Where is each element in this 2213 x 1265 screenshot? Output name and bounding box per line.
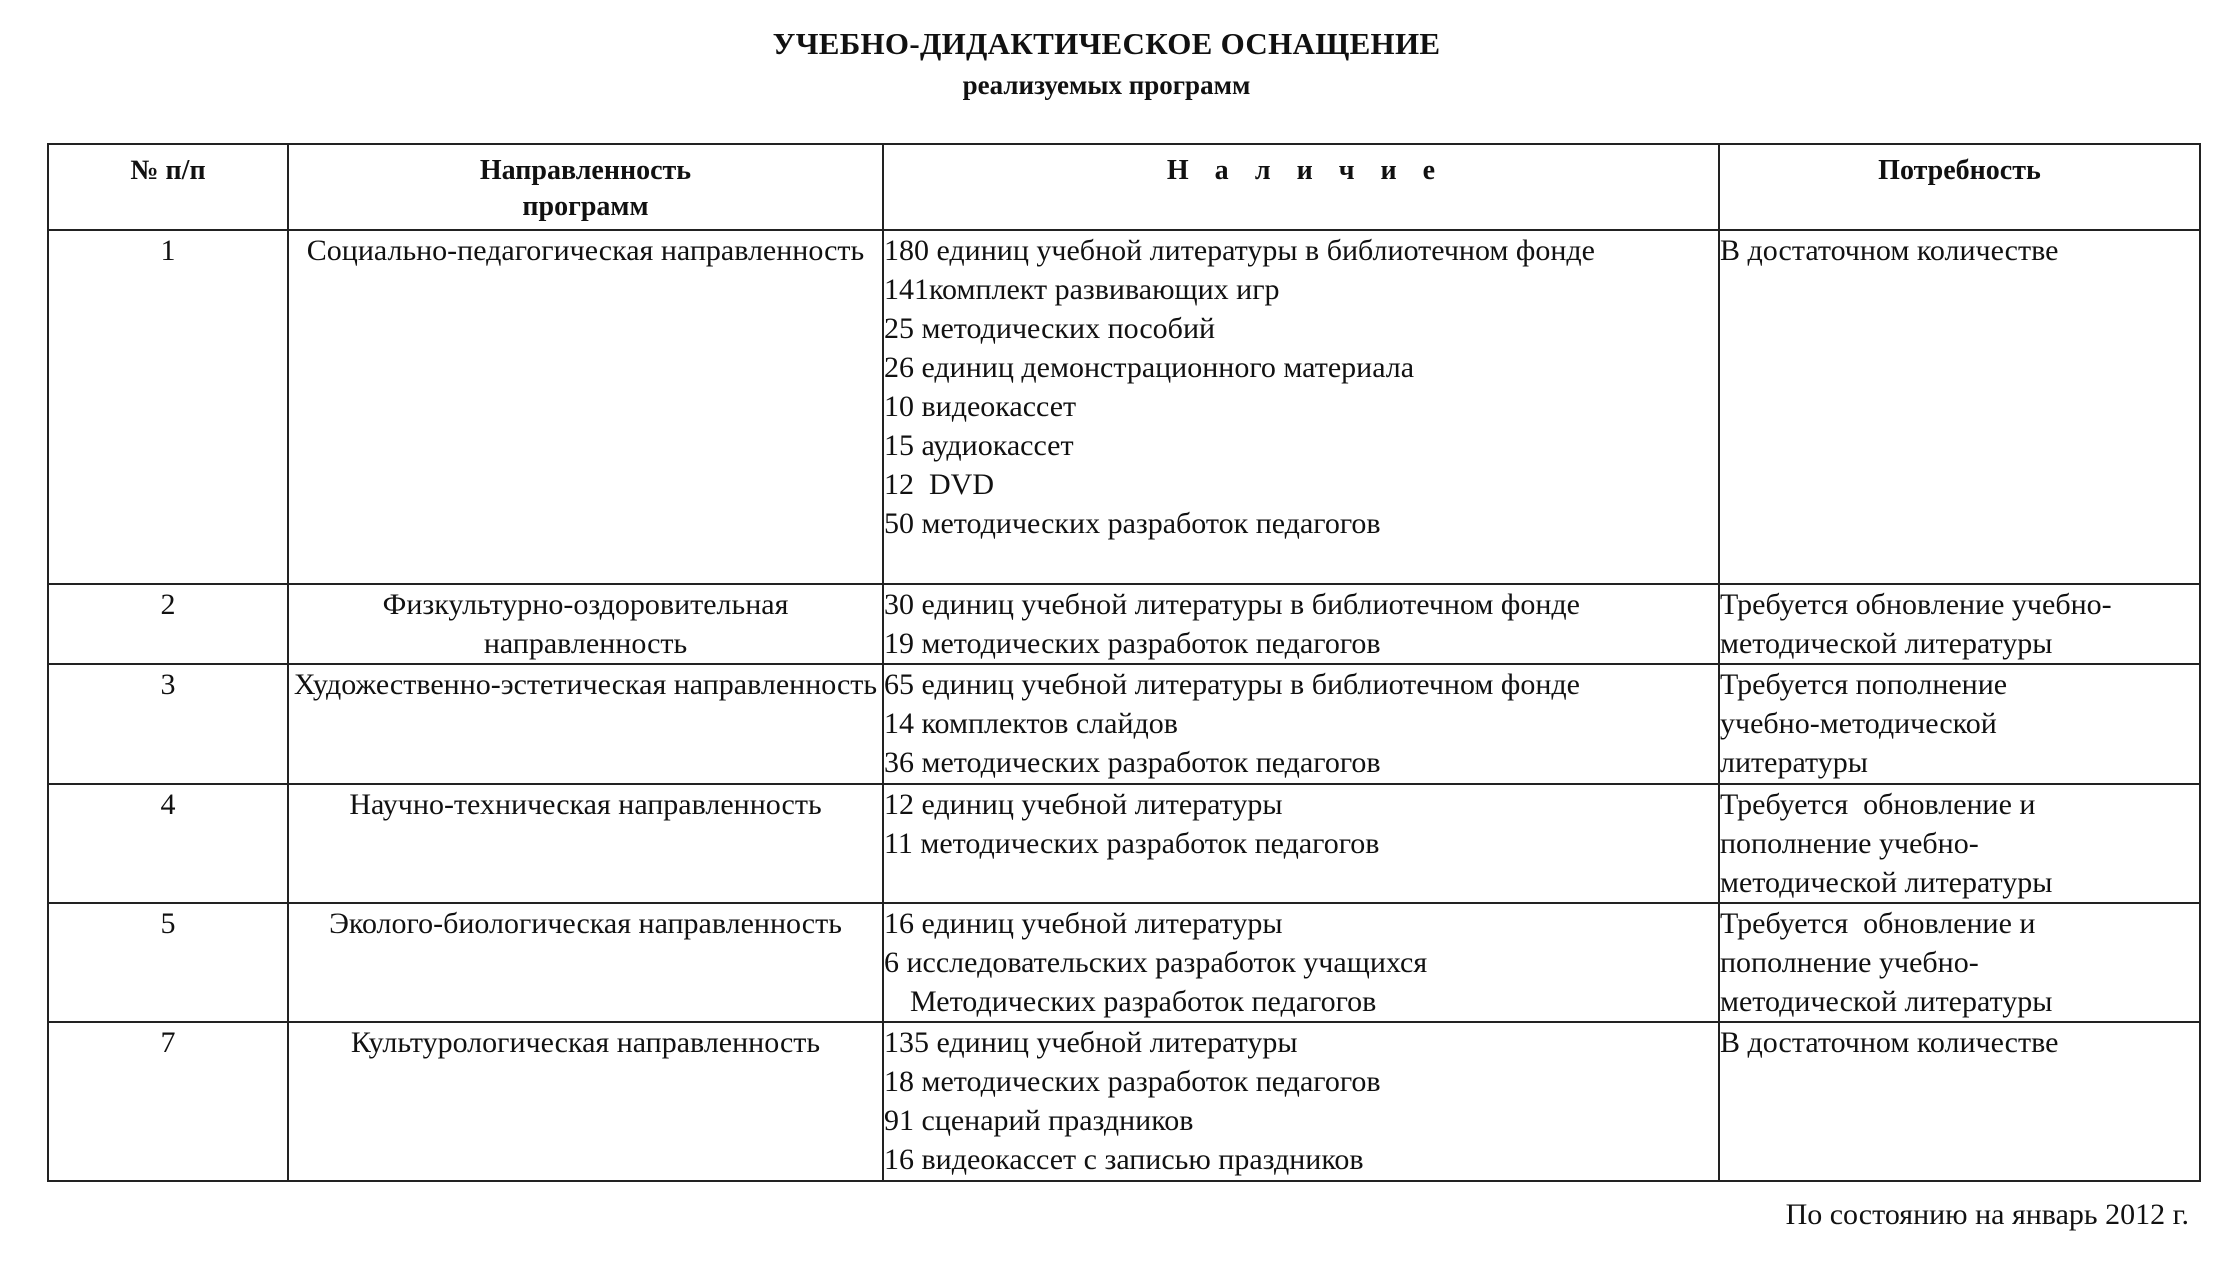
- row-need: [1719, 903, 2200, 1022]
- header-num: № п/п: [48, 144, 288, 230]
- availability-item: 6 исследовательских разработок учащихся: [884, 946, 1428, 979]
- table-row: [48, 584, 2200, 664]
- need-line: В достаточном количестве: [1720, 1026, 2059, 1059]
- availability-item: 91 сценарий праздников: [884, 1104, 1194, 1137]
- row-availability: [883, 1022, 1719, 1181]
- availability-item: 12 единиц учебной литературы: [884, 788, 1283, 821]
- need-line: В достаточном количестве: [1720, 234, 2059, 267]
- row-num: 4: [48, 784, 288, 903]
- document-subtitle: реализуемых программ: [962, 70, 1251, 100]
- need-line: учебно-методической: [1720, 707, 1997, 740]
- need-line: методической литературы: [1720, 985, 2053, 1018]
- row-need: [1719, 1022, 2200, 1181]
- row-need: [1719, 664, 2200, 784]
- availability-item: 65 единиц учебной литературы в библиотечном фонде: [884, 668, 1580, 701]
- availability-item: 19 методических разработок педагогов: [884, 627, 1381, 660]
- availability-item: 30 единиц учебной литературы в библиотечном фонде: [884, 588, 1580, 621]
- equipment-table: [47, 143, 2201, 1182]
- row-availability: [883, 584, 1719, 664]
- need-line: Требуется обновление учебно-: [1720, 588, 2112, 621]
- table-row: [48, 903, 2200, 1022]
- availability-item: 18 методических разработок педагогов: [884, 1065, 1381, 1098]
- header-direction-line2: программ: [522, 191, 649, 222]
- row-need: [1719, 230, 2200, 584]
- row-need: [1719, 784, 2200, 903]
- need-line: пополнение учебно-: [1720, 946, 1979, 979]
- availability-item: 141комплект развивающих игр: [884, 273, 1280, 306]
- availability-item: 16 видеокассет с записью праздников: [884, 1143, 1364, 1176]
- row-num: 1: [48, 230, 288, 584]
- availability-item: 16 единиц учебной литературы: [884, 907, 1283, 940]
- header-direction: [288, 144, 883, 230]
- need-line: методической литературы: [1720, 866, 2053, 899]
- availability-item: Методических разработок педагогов: [910, 985, 1377, 1018]
- row-need: [1719, 584, 2200, 664]
- header-direction-line1: Направленность: [479, 155, 692, 186]
- availability-item: 180 единиц учебной литературы в библиотечном фонде: [884, 234, 1595, 267]
- row-num: 3: [48, 664, 288, 784]
- row-num: 5: [48, 903, 288, 1022]
- availability-item: 135 единиц учебной литературы: [884, 1026, 1298, 1059]
- need-line: Требуется пополнение: [1720, 668, 2008, 701]
- date-note: По состоянию на январь 2012 г.: [1785, 1198, 2189, 1231]
- header-availability: [883, 144, 1719, 230]
- header-availability-label: Наличие: [1166, 155, 1462, 186]
- availability-item: 50 методических разработок педагогов: [884, 507, 1381, 540]
- need-line: Требуется обновление и: [1720, 907, 2036, 940]
- row-availability: [883, 664, 1719, 784]
- need-line: пополнение учебно-: [1720, 827, 1979, 860]
- document-title: УЧЕБНО-ДИДАКТИЧЕСКОЕ ОСНАЩЕНИЕ: [772, 26, 1441, 61]
- row-availability: [883, 230, 1719, 584]
- availability-item: 11 методических разработок педагогов: [884, 827, 1380, 860]
- table-row: [48, 230, 2200, 584]
- table-row: [48, 1022, 2200, 1181]
- table-row: [48, 664, 2200, 784]
- row-direction: Социально-педагогическая направленность: [288, 230, 883, 584]
- row-direction: Научно-техническая направленность: [288, 784, 883, 903]
- table-row: [48, 784, 2200, 903]
- availability-item: 26 единиц демонстрационного материала: [884, 351, 1415, 384]
- need-line: методической литературы: [1720, 627, 2053, 660]
- row-num: 2: [48, 584, 288, 664]
- row-num: 7: [48, 1022, 288, 1181]
- availability-item: 25 методических пособий: [884, 312, 1216, 345]
- row-direction: Культурологическая направленность: [288, 1022, 883, 1181]
- need-line: литературы: [1720, 746, 1868, 779]
- availability-item: 10 видеокассет: [884, 390, 1077, 423]
- row-direction: Физкультурно-оздоровительная направленность: [288, 584, 883, 664]
- availability-item: 36 методических разработок педагогов: [884, 746, 1381, 779]
- row-direction: Художественно-эстетическая направленность: [288, 664, 883, 784]
- row-direction: Эколого-биологическая направленность: [288, 903, 883, 1022]
- header-need: Потребность: [1719, 144, 2200, 230]
- row-availability: [883, 784, 1719, 903]
- availability-item: 15 аудиокассет: [884, 429, 1074, 462]
- availability-item: 14 комплектов слайдов: [884, 707, 1178, 740]
- row-availability: [883, 903, 1719, 1022]
- need-line: Требуется обновление и: [1720, 788, 2036, 821]
- table-header-row: [48, 144, 2200, 230]
- availability-item: 12 DVD: [884, 468, 994, 501]
